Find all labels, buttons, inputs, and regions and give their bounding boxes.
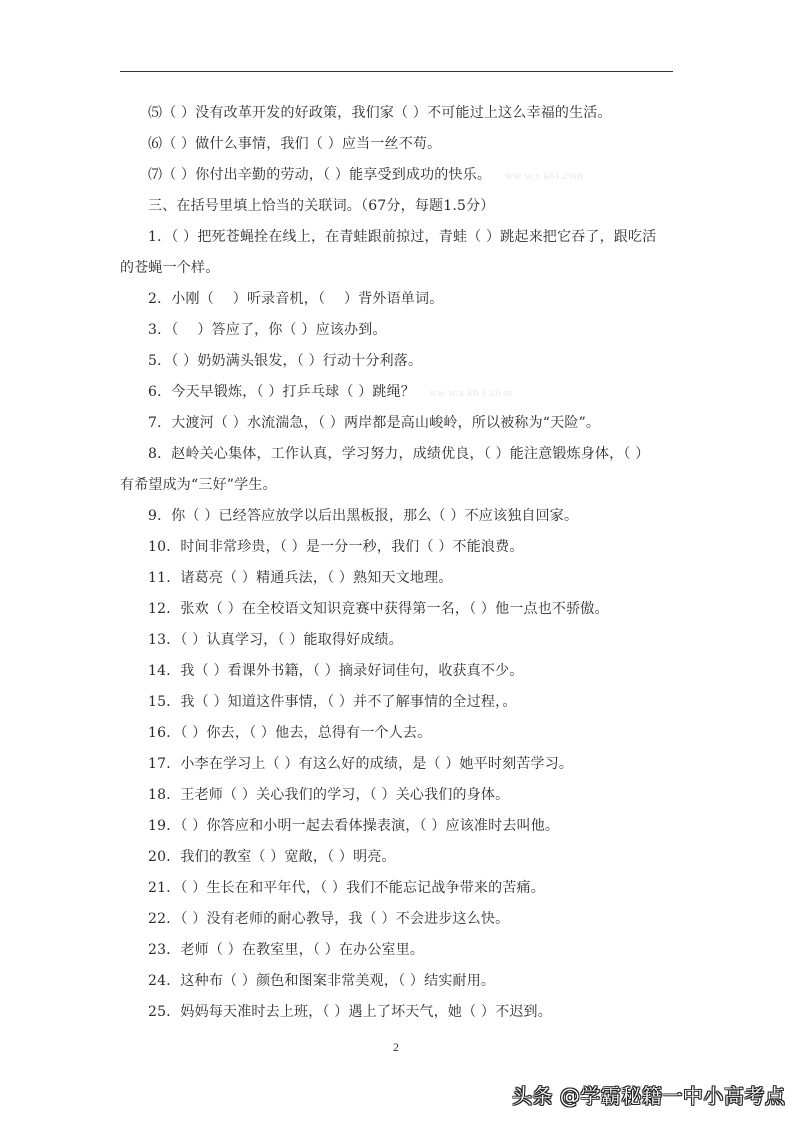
line-text: 20．我们的教室（ ）宽敞，（ ）明亮。 [148,849,396,865]
line-text: 10．时间非常珍贵，（ ）是一分一秒，我们（ ）不能浪费。 [148,539,524,555]
line-text: 23．老师（ ）在教室里，（ ）在办公室里。 [148,942,425,958]
question-2 [120,284,673,315]
line-text: 8．赵岭关心集体，工作认真，学习努力，成绩优良，（ ）能注意锻炼身体，（ ） [148,446,650,462]
section-heading-text: 三、在括号里填上恰当的关联词。（67分，每题1.5分） [148,198,495,214]
section-heading [120,191,673,222]
question-24 [120,966,673,997]
line-text: 9．你（ ）已经答应放学以后出黑板报，那么（ ）不应该独自回家。 [148,508,579,524]
document-body [120,98,673,1028]
question-19 [120,811,673,842]
question-21 [120,873,673,904]
line-text: 7．大渡河（ ）水流湍急，（ ）两岸都是高山峻岭，所以被称为“天险”。 [148,415,601,431]
line-text: 3．（ ）答应了，你（ ）应该办到。 [148,322,387,338]
question-8 [120,439,673,470]
line-text: 5．（ ）奶奶满头银发，（ ）行动十分利落。 [148,353,423,369]
faint-watermark-text: ww w.x kb 1.co m [429,387,513,399]
question-6 [120,377,673,408]
line-text: 12．张欢（ ）在全校语文知识竞赛中获得第一名，（ ）他一点也不骄傲。 [148,601,609,617]
question-12 [120,594,673,625]
question-15 [120,687,673,718]
line-text: 21．（ ）生长在和平年代，（ ）我们不能忘记战争带来的苦痛。 [148,880,545,896]
line-text: ⑸（ ）没有改革开发的好政策，我们家（ ）不可能过上这么幸福的生活。 [148,105,612,121]
exercise-line-q7 [120,160,673,191]
line-text: 11．诸葛亮（ ）精通兵法，（ ）熟知天文地理。 [148,570,453,586]
question-11 [120,563,673,594]
question-10 [120,532,673,563]
question-5 [120,346,673,377]
page-number: 2 [393,1040,399,1054]
line-text: 2．小刚（ ）听录音机，（ ）背外语单词。 [148,291,444,307]
line-text: 18．王老师（ ）关心我们的学习，（ ）关心我们的身体。 [148,787,510,803]
line-text: 16．（ ）你去，（ ）他去，总得有一个人去。 [148,725,432,741]
exercise-line-q5 [120,98,673,129]
line-text: 24．这种布（ ）颜色和图案非常美观，（ ）结实耐用。 [148,973,496,989]
question-8-continued [120,470,673,501]
question-22 [120,904,673,935]
question-9 [120,501,673,532]
line-text: 6．今天早锻炼，（ ）打乒乓球（ ）跳绳？ [148,384,416,400]
line-text: ⑺（ ）你付出辛勤的劳动，（ ）能享受到成功的快乐。 [148,167,492,183]
line-text: 19．（ ）你答应和小明一起去看体操表演，（ ）应该准时去叫他。 [148,818,560,834]
exercise-line-q6 [120,129,673,160]
line-text: 22．（ ）没有老师的耐心教导，我（ ）不会进步这么快。 [148,911,510,927]
line-text: 15．我（ ）知道这件事情，（ ）并不了解事情的全过程，。 [148,694,517,710]
faint-watermark-text: ww w.x kb1.com [505,170,583,182]
line-text: 13．（ ）认真学习，（ ）能取得好成绩。 [148,632,403,648]
question-1 [120,222,673,253]
line-text: 1．（ ）把死苍蝇拴在线上，在青蛙跟前掠过，青蛙（ ）跳起来把它吞了，跟吃活 [148,229,657,245]
line-text: 的苍蝇一个样。 [120,260,220,276]
header-rule [120,71,673,72]
question-14 [120,656,673,687]
question-13 [120,625,673,656]
question-3 [120,315,673,346]
question-1-continued [120,253,673,284]
question-25 [120,997,673,1028]
line-text: 25．妈妈每天准时去上班，（ ）遇上了坏天气，她（ ）不迟到。 [148,1004,552,1020]
line-text: 有希望成为“三好”学生。 [120,477,277,493]
line-text: 17．小李在学习上（ ）有这么好的成绩，是（ ）她平时刻苦学习。 [148,756,574,772]
question-16 [120,718,673,749]
line-text: 14．我（ ）看课外书籍，（ ）摘录好词佳句，收获真不少。 [148,663,524,679]
question-20 [120,842,673,873]
watermark: 头条 @学霸秘籍一中小高考点 [512,1084,786,1108]
question-18 [120,780,673,811]
question-7 [120,408,673,439]
line-text: ⑹（ ）做什么事情，我们（ ）应当一丝不苟。 [148,136,442,152]
question-17 [120,749,673,780]
question-23 [120,935,673,966]
